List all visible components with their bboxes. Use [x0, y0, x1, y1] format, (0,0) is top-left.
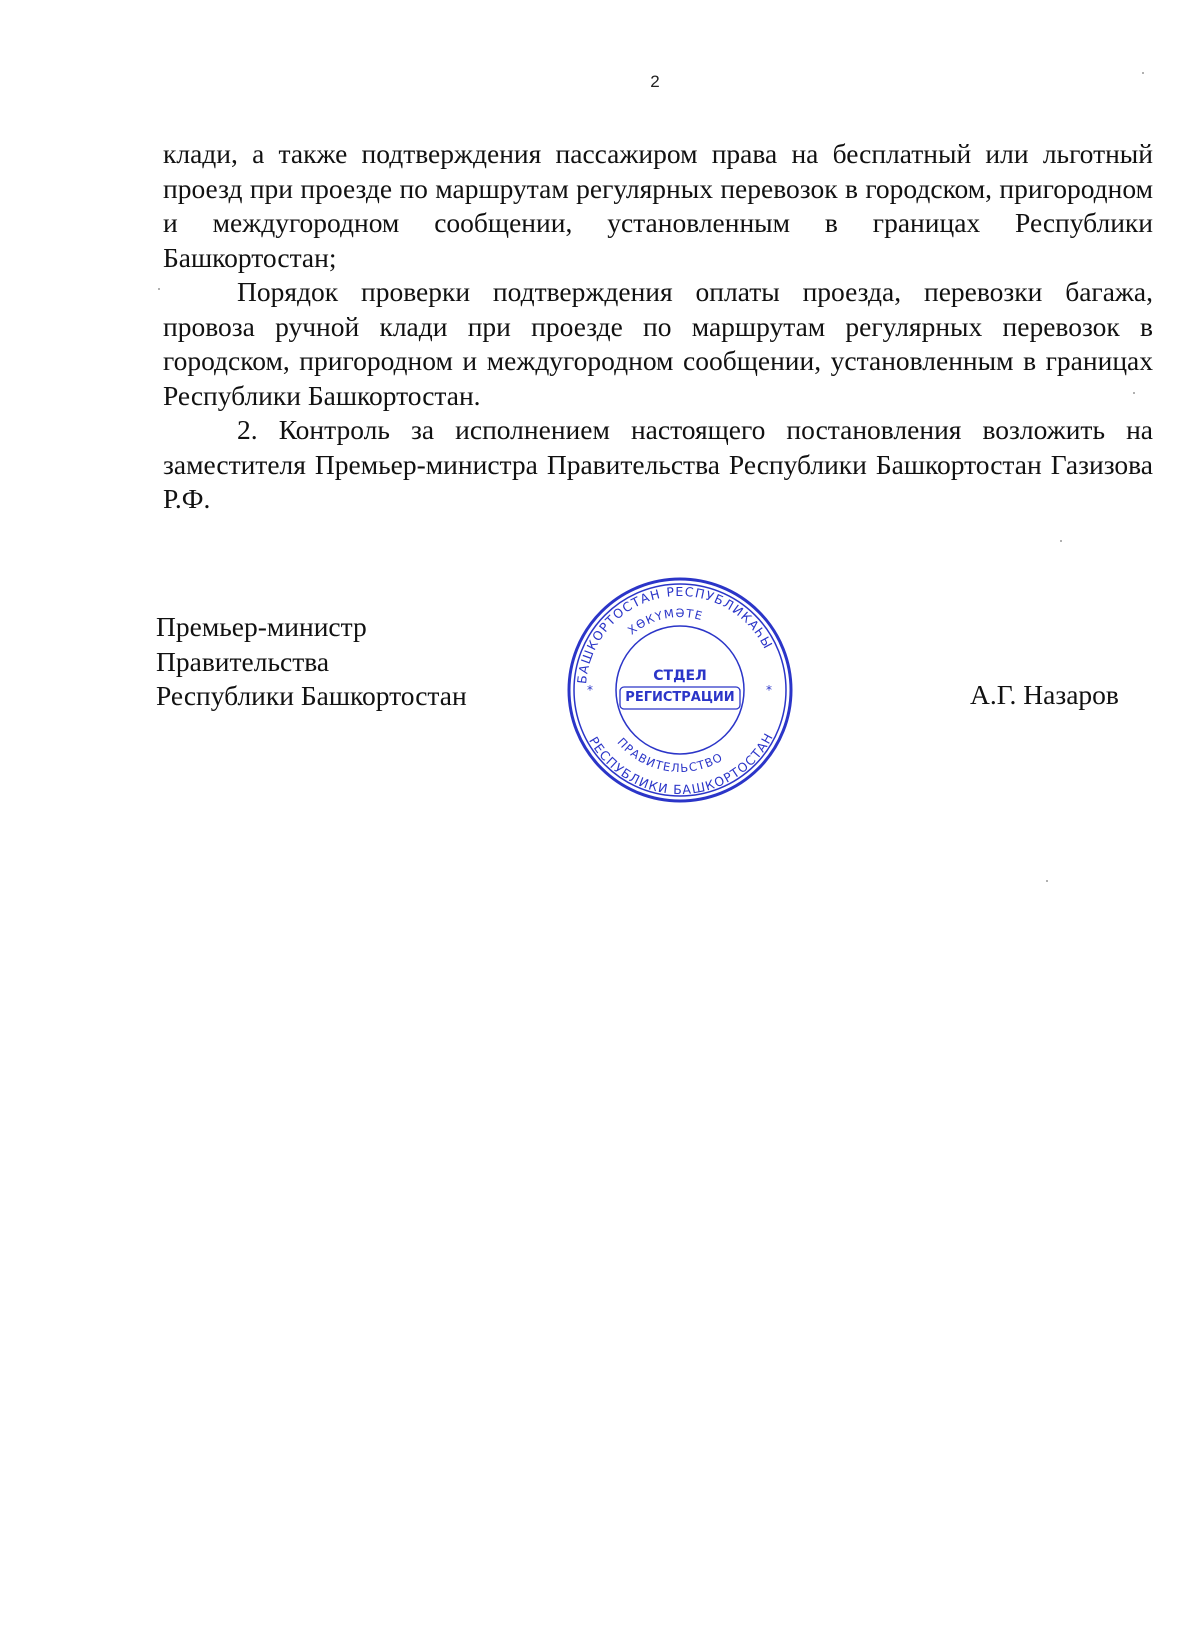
- page-number: 2: [650, 72, 660, 91]
- stamp-inner-top-text: ХӨКҮМӘТЕ: [624, 605, 705, 638]
- scan-speck: [1142, 72, 1144, 74]
- signature-title-line-3: Республики Башкортостан: [156, 680, 467, 711]
- scan-speck: [1046, 880, 1048, 882]
- stamp-seal-icon: [565, 575, 795, 805]
- scan-speck: [1060, 540, 1062, 542]
- stamp-center-line-2: РЕГИСТРАЦИИ: [625, 690, 735, 705]
- signature-title: [156, 610, 467, 714]
- stamp-star-left-icon: *: [587, 683, 595, 697]
- stamp-inner-bottom-text: ПРАВИТЕЛЬСТВО: [614, 734, 726, 776]
- scan-speck: [1133, 392, 1135, 394]
- stamp-outer-text: БАШКОРТОСТАН РЕСПУБЛИКАҺЫ: [574, 583, 777, 685]
- paragraph-2: Порядок проверки подтверждения оплаты проезда, перевозки багажа, провоза ручной клади при проезде по маршрутам регулярных перевозок в городском, пригородном и междугородном сообщении, установленным в границах Республики Башкортостан.: [163, 276, 1153, 411]
- signature-title-line-1: Премьер-министр: [156, 611, 367, 642]
- stamp-star-right-icon: *: [766, 683, 774, 697]
- paragraph-1: клади, а также подтверждения пассажиром права на бесплатный или льготный проезд при проезде по маршрутам регулярных перевозок в городском, пригородном и междугородном сообщении, установленным в границах Республики Башкортостан;: [163, 138, 1153, 273]
- stamp-bottom-text: РЕСПУБЛИКИ БАШКОРТОСТАН: [586, 729, 777, 798]
- paragraph-3: 2. Контроль за исполнением настоящего постановления возложить на заместителя Премьер-министра Правительства Республики Башкортостан Газизова Р.Ф.: [163, 414, 1153, 514]
- signer-name: А.Г. Назаров: [970, 679, 1119, 710]
- document-body: [163, 137, 1153, 517]
- stamp-center-line-1: СТДЕЛ: [653, 668, 707, 684]
- official-stamp: [565, 575, 795, 805]
- signature-title-line-2: Правительства: [156, 645, 330, 677]
- scan-speck: [158, 288, 160, 290]
